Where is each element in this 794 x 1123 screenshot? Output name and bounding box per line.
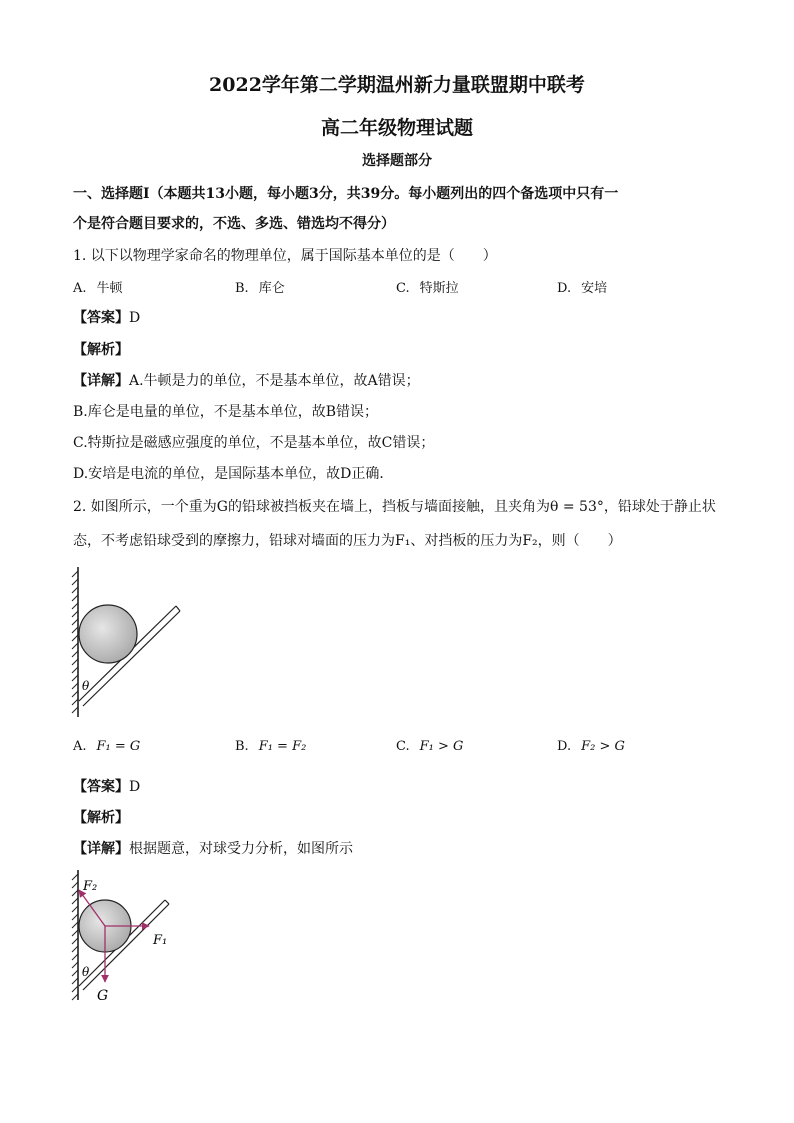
- q2-option-a: [73, 739, 140, 754]
- q2-figure-ball-wall: [65, 565, 195, 725]
- q2-option-b-text: F₁ = F₂: [258, 739, 307, 754]
- part1-heading-line2: 个是符合题目要求的，不选、多选、错选均不得分）: [73, 216, 395, 232]
- q2-option-c-key: C.: [396, 739, 410, 754]
- q2-stem-line2: 态，不考虑铅球受到的摩擦力，铅球对墙面的压力为F₁、对挡板的压力为F₂，则（ ）: [73, 533, 622, 549]
- f1-label: F₁: [153, 933, 168, 948]
- q2-option-a-text: F₁ = G: [96, 739, 141, 754]
- q1-option-a-text: 牛顿: [96, 281, 123, 296]
- q1-option-b: [235, 277, 285, 296]
- wall-hatch-2: [72, 870, 78, 1000]
- q2-answer-label: 【答案】: [73, 779, 129, 795]
- q2-detail: [73, 838, 353, 858]
- q1-answer-value: D: [129, 310, 141, 326]
- q1-option-d-text: 安培: [581, 281, 608, 296]
- q2-option-c: [396, 739, 463, 754]
- q2-stem-line1: 2. 如图所示，一个重为G的铅球被挡板夹在墙上，挡板与墙面接触，且夹角为θ = 53°，铅球处于静止状: [73, 499, 716, 515]
- f2-label: F₂: [83, 879, 98, 894]
- q1-detail-label: 【详解】: [73, 373, 129, 389]
- q2-option-d: [557, 739, 625, 754]
- q1-detail-text-1: A.牛顿是力的单位，不是基本单位，故A错误；: [129, 373, 420, 389]
- q1-detail-1: [73, 370, 420, 390]
- q2-detail-text: 根据题意，对球受力分析，如图所示: [129, 841, 353, 857]
- q2-force-diagram: [65, 868, 185, 1008]
- q1-stem: 1. 以下以物理学家命名的物理单位，属于国际基本单位的是（ ）: [73, 248, 497, 264]
- q2-option-a-key: A.: [73, 739, 87, 754]
- q1-detail-4: D.安培是电流的单位，是国际基本单位，故D正确．: [73, 466, 394, 482]
- theta-label: θ: [82, 679, 90, 693]
- part1-heading-line1: 一、选择题Ⅰ（本题共13小题，每小题3分，共39分。每小题列出的四个备选项中只有一: [73, 186, 619, 202]
- exam-title: 2022学年第二学期温州新力量联盟期中联考: [209, 74, 585, 96]
- theta-label-2: θ: [82, 965, 90, 979]
- q1-option-a-key: A.: [73, 281, 87, 296]
- q1-detail-3: C.特斯拉是磁感应强度的单位，不是基本单位，故C错误；: [73, 435, 435, 451]
- q1-option-c-key: C.: [396, 281, 410, 296]
- q1-option-b-text: 库仑: [258, 281, 285, 296]
- q1-option-d: [557, 277, 607, 296]
- q1-option-d-key: D.: [557, 281, 572, 296]
- q2-analysis-label: 【解析】: [73, 810, 129, 826]
- q1-answer-label: 【答案】: [73, 310, 129, 326]
- q2-option-d-key: D.: [557, 739, 572, 754]
- q1-option-c: [396, 277, 459, 296]
- q1-option-a: [73, 277, 123, 296]
- q1-answer: [73, 307, 140, 327]
- q2-answer: [73, 776, 140, 796]
- section-heading: 选择题部分: [362, 153, 432, 169]
- lead-ball: [79, 605, 137, 663]
- q1-detail-2: B.库仑是电量的单位，不是基本单位，故B错误；: [73, 404, 379, 420]
- wall-hatch: [72, 567, 78, 717]
- q1-option-b-key: B.: [235, 281, 249, 296]
- q2-answer-value: D: [129, 779, 141, 795]
- q1-analysis-label: 【解析】: [73, 342, 129, 358]
- q2-option-c-text: F₁ > G: [419, 739, 464, 754]
- q2-option-b: [235, 739, 306, 754]
- q1-option-c-text: 特斯拉: [419, 281, 459, 296]
- exam-subtitle: 高二年级物理试题: [320, 117, 473, 139]
- q2-detail-label: 【详解】: [73, 841, 129, 857]
- q2-option-b-key: B.: [235, 739, 249, 754]
- q2-option-d-text: F₂ > G: [581, 739, 625, 754]
- g-label: G: [97, 988, 109, 1004]
